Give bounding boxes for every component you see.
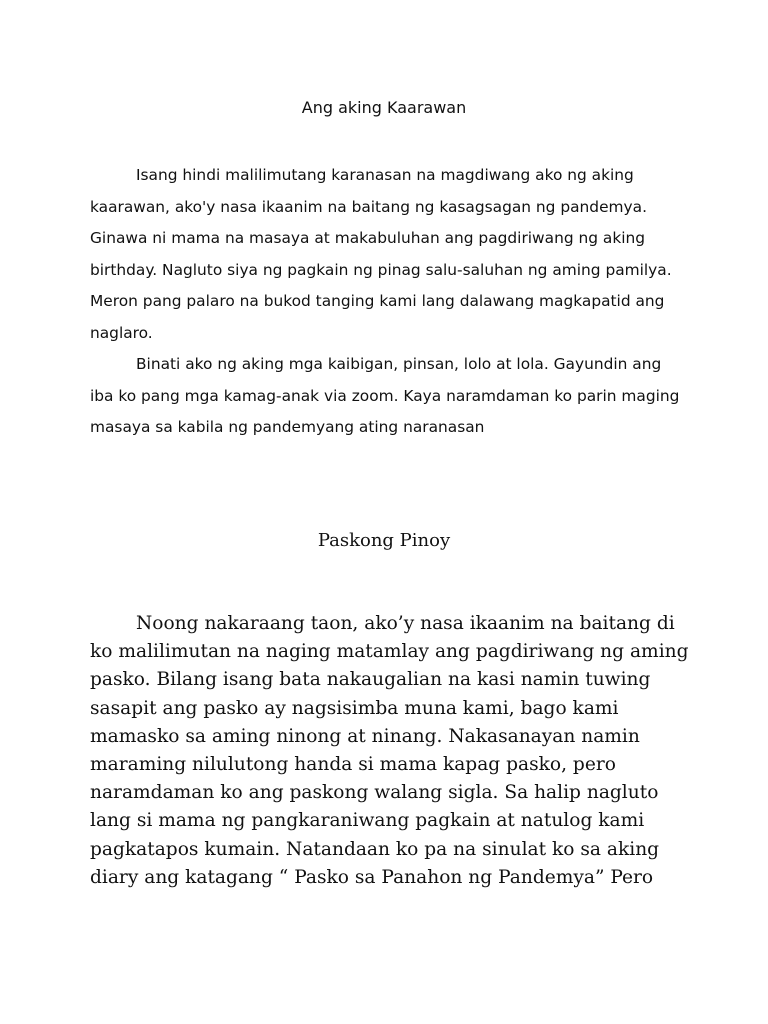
section-body-kaarawan (90, 160, 680, 444)
paragraph: Binati ako ng aking mga kaibigan, pinsan, lolo at lola. Gayundin ang iba ko pang mga kamag-anak via zoom. Kaya naramdaman ko parin maging masaya sa kabila ng pandemyang ating naranasan (90, 355, 680, 436)
paragraph: Noong nakaraang taon, ako’y nasa ikaanim na baitang di ko malilimutan na naging matamlay ang pagdiriwang ng aming pasko. Bilang isang bata nakaugalian na kasi namin tuwing sasapit ang pasko ay nagsisimba muna kami, bago kami mamasko sa aming ninong at ninang. Nakasanayan namin maraming nilulutong handa si mama kapag pasko, pero naramdaman ko ang paskong walang sigla. Sa halip nagluto lang si mama ng pangkaraniwang pagkain at natulog kami pagkatapos kumain. Natandaan ko pa na sinulat ko sa aking diary ang katagang “ Pasko sa Panahon ng Pandemya” Pero (90, 613, 689, 888)
paragraph: Isang hindi malilimutang karanasan na magdiwang ako ng aking kaarawan, ako'y nasa ikaanim na baitang ng kasagsagan ng pandemya. Ginawa ni mama na masaya at makabuluhan ang pagdiriwang ng aking birthday. Nagluto siya ng pagkain ng pinag salu-saluhan ng aming pamilya. Meron pang palaro na bukod tanging kami lang dalawang magkapatid ang naglaro. (90, 166, 672, 342)
section-body-paskong-pinoy (90, 610, 690, 892)
section-title-paskong-pinoy: Paskong Pinoy (317, 530, 451, 551)
section-title-kaarawan: Ang aking Kaarawan (301, 98, 467, 117)
